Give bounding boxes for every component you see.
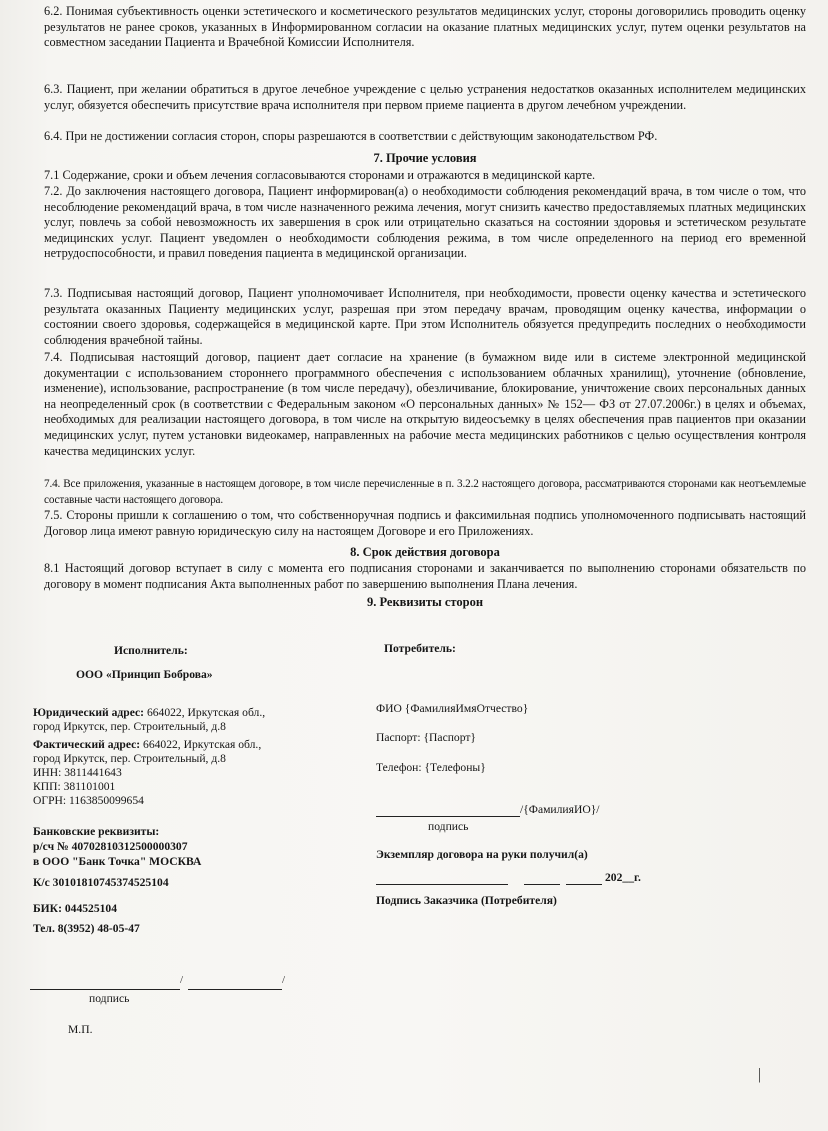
consumer-signature-line — [376, 816, 520, 817]
paragraph-7-5: 7.5. Стороны пришли к соглашению о том, что собственноручная подпись и факсимильная подпись уполномоченного подписывать настоящий Договор лица имеют равную юридическую силу на настоящем Договоре и его Приложениях. — [44, 508, 806, 538]
bank-details-label: Банковские реквизиты: — [33, 825, 160, 838]
legal-address-label: Юридический адрес: — [33, 706, 145, 719]
section-8-heading: 8. Срок действия договора — [350, 545, 500, 559]
paragraph-7-2: 7.2. До заключения настоящего договора, Пациент информирован(а) о необходимости соблюдения рекомендаций врача, в том числе о том, что несоблюдение рекомендаций врача, в том числе назначенного режима лечения, могут снизить качество предоставляемых платных медицинских услуг, повлечь за собой невозможность их завершения в срок или отрицательно сказаться на состоянии здоровья и эстетическом результате медицинских услуг. Пациент уведомлен о необходимости соблюдения режима, в том числе определенного на период его временной нетрудоспособности, и правил поведения пациента в медицинской организации. — [44, 184, 806, 261]
consumer-fio: ФИО {ФамилияИмяОтчество} — [376, 702, 529, 715]
consumer-phone: Телефон: {Телефоны} — [376, 761, 486, 774]
section-9-heading: 9. Реквизиты сторон — [366, 595, 484, 609]
scan-mark: | — [758, 1066, 762, 1083]
paragraph-8-1: 8.1 Настоящий договор вступает в силу с момента его подписания сторонами и заканчивается по выполнению сторонами обязательств по договору в момент подписания Акта выполненных работ по завершению выполнения Плана лечения. — [44, 561, 806, 591]
copy-received-text: Экземпляр договора на руки получил(а) — [376, 848, 588, 861]
corr-account: К/с 30101810745374525104 — [33, 876, 169, 889]
signature-slash-end: / — [282, 974, 286, 986]
actual-address-line2: город Иркутск, пер. Строительный, д.8 — [33, 752, 226, 765]
paragraph-7-1: 7.1 Содержание, сроки и объем лечения согласовываются сторонами и отражаются в медицинской карте. — [44, 168, 596, 182]
consumer-sign-caption: подпись — [428, 820, 469, 833]
executor-name: ООО «Принцип Боброва» — [76, 668, 213, 681]
executor-kpp: КПП: 381101001 — [33, 780, 116, 793]
paragraph-7-4b: 7.4. Все приложения, указанные в настоящем договоре, в том числе перечисленные в п. 3.2.2 настоящего договора, рассматриваются сторонами как неотъемлемые составные части настоящего договора. — [44, 478, 806, 506]
executor-legal-address — [33, 706, 265, 720]
executor-actual-address — [33, 738, 261, 752]
paragraph-7-3: 7.3. Подписывая настоящий договор, Пациент уполномочивает Исполнителя, при необходимости, провести оценку качества и эстетического результата оказанных Пациенту медицинских услуг, разрешая при этом передачу врачам, проводящим оценку качества, информации о состоянии своего здоровья, содержащейся в медицинской карте. При этом Исполнитель обязуется предупредить последних о необходимости соблюдения врачебной тайны. — [44, 286, 806, 347]
seal-placeholder: М.П. — [68, 1023, 93, 1036]
executor-phone: Тел. 8(3952) 48-05-47 — [33, 922, 140, 935]
legal-address-line2: город Иркутск, пер. Строительный, д.8 — [33, 720, 226, 733]
bik: БИК: 044525104 — [33, 902, 118, 915]
executor-ogrn: ОГРН: 1163850099654 — [33, 794, 144, 807]
legal-address-value: 664022, Иркутская обл., — [144, 706, 266, 719]
executor-inn: ИНН: 3811441643 — [33, 766, 122, 779]
section-7-heading: 7. Прочие условия — [373, 151, 477, 165]
consumer-passport: Паспорт: {Паспорт} — [376, 731, 477, 744]
receipt-year: 202__г. — [605, 871, 641, 884]
signature-slash: / — [180, 974, 184, 986]
bank-account: р/сч № 40702810312500000307 — [33, 840, 188, 853]
receipt-month-line — [566, 884, 602, 885]
executor-signature-line — [30, 989, 180, 990]
paragraph-6-2: 6.2. Понимая субъективность оценки эстетического и косметического результатов медицинских услуг, стороны договорились проводить оценку результатов не ранее сроков, указанных в Информированном согласии на оказание платных медицинских услуг, путем оценки результатов на совместном заседании Пациента и Врачебной Комиссии Исполнителя. — [44, 4, 806, 50]
executor-name-line — [188, 989, 282, 990]
consumer-label: Потребитель: — [384, 642, 456, 655]
executor-sign-caption: подпись — [89, 992, 130, 1005]
consumer-sign-suffix: /{ФамилияИО}/ — [520, 803, 600, 816]
paragraph-6-4: 6.4. При не достижении согласия сторон, споры разрешаются в соответствии с действующим законодательством РФ. — [44, 129, 658, 143]
receipt-day-line — [524, 884, 560, 885]
customer-sign-label: Подпись Заказчика (Потребителя) — [376, 894, 557, 907]
paragraph-6-3: 6.3. Пациент, при желании обратиться в другое лечебное учреждение с целью устранения недостатков оказанных исполнителем медицинских услуг, обязуется обеспечить присутствие врача исполнителя при первом приеме пациента в другом лечебном учреждении. — [44, 82, 806, 112]
actual-address-value: 664022, Иркутская обл., — [140, 738, 262, 751]
actual-address-label: Фактический адрес: — [33, 738, 141, 751]
paragraph-7-4: 7.4. Подписывая настоящий договор, пациент дает согласие на хранение (в бумажном виде или в системе электронной медицинской документации с использованием стороннего программного обеспечения с использованием облачных хранилищ), уточнение (обновление, изменение), использование, распространение (в том числе передачу), обезличивание, блокирование, уничтожение своих персональных данных на неопределенный срок (в соответствии с Федеральным законом «О персональных данных» № 152— ФЗ от 27.07.2006г.) в целях и объемах, необходимых для реализации настоящего договора, в том числе на открытую видеосъемку в целях обеспечения прав пациентов при оказании медицинских услуг, путем установки видеокамер, направленных на рабочие места медицинских работников с целью осуществления контроля качества медицинских услуг. — [44, 350, 806, 458]
bank-name: в ООО "Банк Точка" МОСКВА — [33, 855, 202, 868]
receipt-date-line — [376, 884, 508, 885]
executor-label: Исполнитель: — [114, 644, 188, 657]
